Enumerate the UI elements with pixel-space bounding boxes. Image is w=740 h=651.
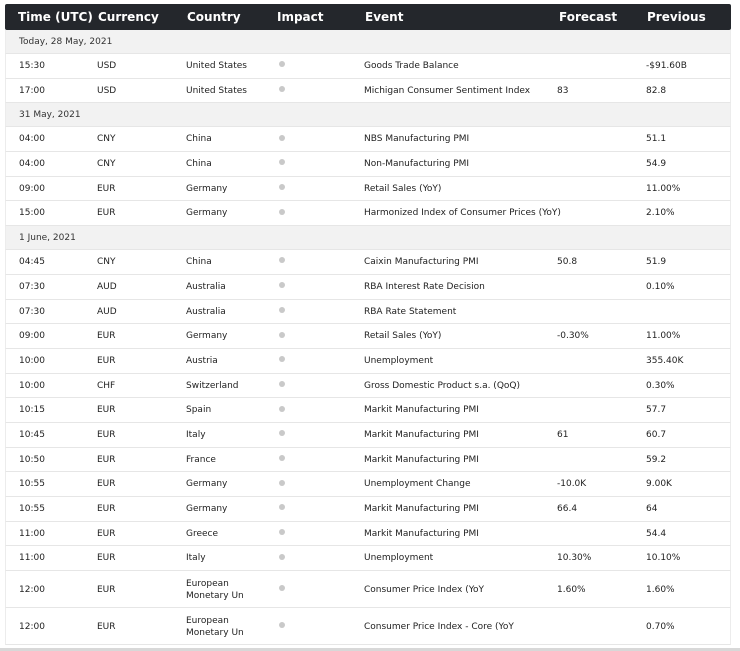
cell-event: Harmonized Index of Consumer Prices (YoY)	[364, 208, 561, 219]
table-row[interactable]	[5, 497, 731, 522]
table-row[interactable]	[5, 571, 731, 608]
cell-currency: CHF	[97, 380, 116, 391]
cell-currency: USD	[97, 85, 117, 96]
impact-dot-icon	[279, 622, 285, 628]
cell-currency: EUR	[97, 504, 116, 514]
table-body	[5, 30, 731, 645]
cell-previous: 0.70%	[646, 622, 675, 633]
impact-dot-icon	[279, 61, 285, 67]
cell-forecast: 66.4	[557, 504, 578, 514]
cell-time: 07:30	[19, 306, 45, 317]
cell-time: 07:30	[19, 281, 45, 292]
table-row[interactable]	[5, 275, 731, 300]
impact-dot-icon	[279, 430, 285, 436]
cell-event: Michigan Consumer Sentiment Index	[364, 85, 531, 96]
cell-previous: -$91.60B	[646, 61, 687, 71]
table-row[interactable]	[5, 398, 731, 423]
cell-event: Goods Trade Balance	[364, 61, 459, 71]
cell-forecast: 50.8	[557, 257, 578, 268]
cell-currency: EUR	[97, 479, 116, 490]
cell-event: RBA Interest Rate Decision	[364, 281, 485, 292]
table-row[interactable]	[5, 152, 731, 177]
cell-previous: 1.60%	[646, 585, 675, 596]
cell-time: 04:45	[19, 257, 45, 268]
table-row[interactable]	[5, 448, 731, 473]
table-row[interactable]	[5, 546, 731, 571]
cell-previous: 51.1	[646, 134, 667, 145]
cell-country: European Monetary Un	[186, 578, 244, 601]
impact-dot-icon	[279, 504, 285, 510]
cell-forecast: 1.60%	[557, 585, 586, 596]
cell-event: Markit Manufacturing PMI	[364, 429, 479, 440]
cell-country: European Monetary Un	[186, 615, 244, 638]
table-row[interactable]	[5, 127, 731, 152]
impact-dot-icon	[279, 86, 285, 92]
cell-currency: USD	[97, 61, 117, 71]
cell-time: 15:30	[19, 61, 45, 71]
impact-dot-icon	[279, 282, 285, 288]
cell-event: Retail Sales (YoY)	[364, 331, 442, 342]
table-row[interactable]	[5, 79, 731, 104]
cell-time: 11:00	[19, 553, 45, 564]
cell-event: Markit Manufacturing PMI	[364, 528, 479, 539]
cell-previous: 0.10%	[646, 281, 675, 292]
cell-event: Non-Manufacturing PMI	[364, 159, 470, 170]
cell-country: Greece	[186, 528, 219, 539]
impact-dot-icon	[279, 480, 285, 486]
table-row[interactable]	[5, 201, 731, 226]
cell-country: Italy	[186, 553, 206, 564]
cell-country: Australia	[186, 281, 226, 292]
table-row[interactable]	[5, 300, 731, 325]
date-group-row	[5, 30, 731, 54]
impact-dot-icon	[279, 307, 285, 313]
cell-currency: EUR	[97, 429, 116, 440]
cell-forecast: -0.30%	[557, 331, 589, 342]
cell-time: 11:00	[19, 528, 45, 539]
cell-previous: 10.10%	[646, 553, 681, 564]
impact-dot-icon	[279, 356, 285, 362]
cell-event: Consumer Price Index - Core (YoY	[364, 622, 514, 633]
cell-country: Germany	[186, 504, 228, 514]
cell-time: 15:00	[19, 208, 45, 219]
cell-time: 10:00	[19, 380, 45, 391]
cell-previous: 82.8	[646, 85, 667, 96]
table-row[interactable]	[5, 423, 731, 448]
cell-currency: EUR	[97, 528, 116, 539]
cell-event: RBA Rate Statement	[364, 306, 457, 317]
cell-currency: EUR	[97, 355, 116, 366]
cell-country: Italy	[186, 429, 206, 440]
cell-time: 12:00	[19, 622, 45, 633]
cell-previous: 9.00K	[646, 479, 672, 490]
cell-previous: 2.10%	[646, 208, 675, 219]
cell-time: 10:00	[19, 355, 45, 366]
cell-time: 04:00	[19, 159, 45, 170]
cell-event: Caixin Manufacturing PMI	[364, 257, 479, 268]
table-row[interactable]	[5, 324, 731, 349]
impact-dot-icon	[279, 209, 285, 215]
impact-dot-icon	[279, 184, 285, 190]
table-header	[5, 4, 731, 30]
date-label: 31 May, 2021	[19, 110, 81, 121]
impact-dot-icon	[279, 406, 285, 412]
cell-event: Unemployment Change	[364, 479, 471, 490]
cell-currency: AUD	[97, 281, 117, 292]
table-row[interactable]	[5, 177, 731, 202]
cell-forecast: 61	[557, 429, 569, 440]
table-row[interactable]	[5, 374, 731, 399]
cell-currency: EUR	[97, 208, 116, 219]
cell-event: Markit Manufacturing PMI	[364, 405, 479, 416]
header-event[interactable]: Event	[365, 10, 404, 24]
cell-event: Markit Manufacturing PMI	[364, 504, 479, 514]
cell-country: Austria	[186, 355, 218, 366]
impact-dot-icon	[279, 455, 285, 461]
cell-previous: 0.30%	[646, 380, 675, 391]
cell-event: Gross Domestic Product s.a. (QoQ)	[364, 380, 521, 391]
cell-country: Spain	[186, 405, 212, 416]
cell-country: Germany	[186, 479, 228, 490]
impact-dot-icon	[279, 135, 285, 141]
cell-currency: EUR	[97, 585, 116, 596]
cell-time: 10:55	[19, 479, 45, 490]
cell-previous: 54.4	[646, 528, 667, 539]
cell-event: NBS Manufacturing PMI	[364, 134, 470, 145]
cell-currency: CNY	[97, 159, 116, 170]
cell-previous: 54.9	[646, 159, 667, 170]
header-previous[interactable]: Previous	[647, 10, 706, 24]
impact-dot-icon	[279, 529, 285, 535]
cell-event: Markit Manufacturing PMI	[364, 454, 479, 465]
impact-dot-icon	[279, 585, 285, 591]
impact-dot-icon	[279, 332, 285, 338]
cell-previous: 60.7	[646, 429, 667, 440]
table-row[interactable]	[5, 349, 731, 374]
cell-previous: 11.00%	[646, 331, 681, 342]
cell-forecast: 10.30%	[557, 553, 592, 564]
header-country[interactable]: Country	[187, 10, 241, 24]
cell-country: Germany	[186, 183, 228, 194]
cell-event: Retail Sales (YoY)	[364, 183, 442, 194]
impact-dot-icon	[279, 257, 285, 263]
cell-currency: EUR	[97, 183, 116, 194]
header-currency[interactable]: Currency	[98, 10, 159, 24]
date-group-row	[5, 103, 731, 127]
impact-dot-icon	[279, 554, 285, 560]
impact-dot-icon	[279, 381, 285, 387]
cell-forecast: 83	[557, 85, 569, 96]
cell-country: Switzerland	[186, 380, 239, 391]
cell-previous: 355.40K	[646, 355, 684, 366]
cell-time: 10:15	[19, 405, 45, 416]
date-label: 1 June, 2021	[19, 233, 76, 244]
cell-country: France	[186, 454, 216, 465]
cell-previous: 51.9	[646, 257, 667, 268]
cell-event: Unemployment	[364, 553, 434, 564]
cell-time: 12:00	[19, 585, 45, 596]
cell-previous: 11.00%	[646, 183, 681, 194]
cell-event: Consumer Price Index (YoY	[364, 585, 485, 596]
cell-forecast: -10.0K	[557, 479, 587, 490]
cell-previous: 57.7	[646, 405, 667, 416]
cell-time: 10:55	[19, 504, 45, 514]
cell-time: 09:00	[19, 331, 45, 342]
cell-country: United States	[186, 85, 247, 96]
table-row[interactable]	[5, 608, 731, 645]
cell-currency: EUR	[97, 553, 116, 564]
table-row[interactable]	[5, 472, 731, 497]
cell-currency: EUR	[97, 331, 116, 342]
table-row[interactable]	[5, 522, 731, 547]
cell-currency: EUR	[97, 405, 116, 416]
cell-time: 10:50	[19, 454, 45, 465]
cell-country: China	[186, 257, 212, 268]
cell-country: China	[186, 134, 212, 145]
cell-event: Unemployment	[364, 355, 434, 366]
table-row[interactable]	[5, 250, 731, 275]
cell-currency: AUD	[97, 306, 117, 317]
header-time[interactable]: Time (UTC)	[18, 10, 93, 24]
cell-previous: 59.2	[646, 454, 667, 465]
cell-currency: EUR	[97, 622, 116, 633]
cell-time: 17:00	[19, 85, 45, 96]
impact-dot-icon	[279, 159, 285, 165]
header-impact[interactable]: Impact	[277, 10, 324, 24]
cell-currency: CNY	[97, 134, 116, 145]
cell-country: Australia	[186, 306, 226, 317]
cell-country: Germany	[186, 331, 228, 342]
cell-country: China	[186, 159, 212, 170]
cell-previous: 64	[646, 504, 658, 514]
date-label: Today, 28 May, 2021	[19, 37, 113, 47]
cell-currency: EUR	[97, 454, 116, 465]
table-row[interactable]	[5, 54, 731, 79]
cell-time: 04:00	[19, 134, 45, 145]
header-forecast[interactable]: Forecast	[559, 10, 618, 24]
cell-time: 10:45	[19, 429, 45, 440]
date-group-row	[5, 226, 731, 250]
cell-country: United States	[186, 61, 247, 71]
cell-time: 09:00	[19, 183, 45, 194]
cell-currency: CNY	[97, 257, 116, 268]
cell-country: Germany	[186, 208, 228, 219]
